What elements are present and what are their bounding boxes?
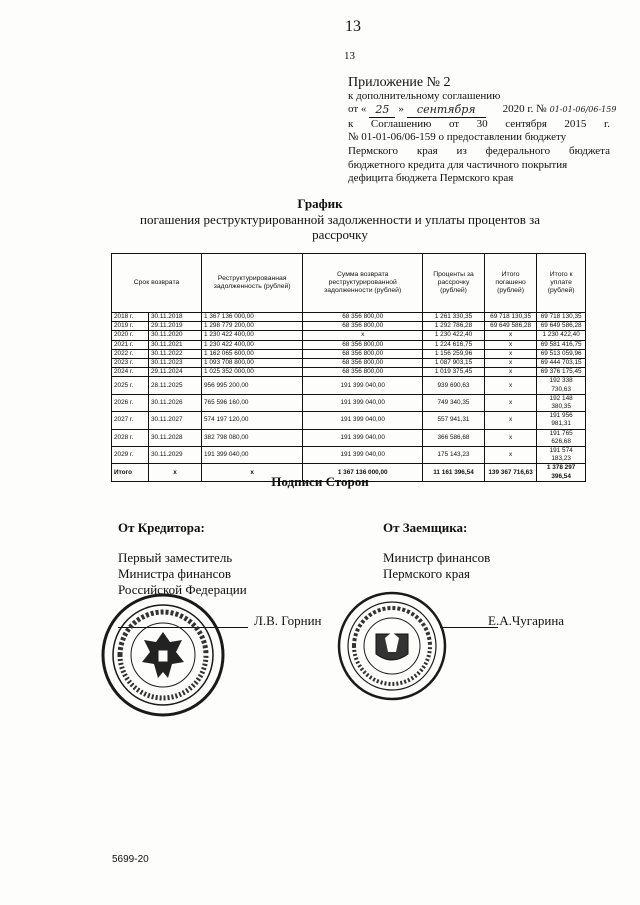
table-cell: 1 230 422 400,00: [202, 340, 303, 349]
borrower-position-line: Пермского края: [383, 566, 470, 581]
table-cell: 2019 г.: [112, 322, 149, 331]
repayment-schedule-table: [111, 253, 586, 482]
table-cell: 69 649 586,28: [537, 322, 586, 331]
table-row: [112, 359, 586, 368]
appendix-header: [348, 75, 617, 186]
table-cell: 1 162 065 600,00: [202, 349, 303, 358]
table-cell: 69 649 586,28: [484, 322, 536, 331]
table-cell: 1 261 330,35: [423, 313, 485, 322]
creditor-name: Л.В. Горнин: [254, 613, 322, 628]
table-cell: 765 596 160,00: [202, 394, 303, 411]
table-cell: 175 143,23: [423, 447, 485, 464]
creditor-position: [118, 550, 247, 598]
table-cell: 30.11.2029: [149, 447, 202, 464]
table-row: [112, 368, 586, 377]
table-cell: 191 765 626,68: [537, 429, 586, 446]
signatures-title: Подписи Сторон: [271, 474, 369, 489]
table-cell: x: [484, 349, 536, 358]
table-total-cell: 139 367 716,63: [484, 464, 536, 481]
table-cell: x: [303, 331, 423, 340]
table-cell: 191 399 040,00: [303, 377, 423, 394]
header-term: Срок возврата: [112, 254, 202, 313]
table-cell: 2024 г.: [112, 368, 149, 377]
header-interest: Проценты за рассрочку (рублей): [423, 254, 485, 313]
table-cell: 557 941,31: [423, 412, 485, 429]
table-cell: 366 586,68: [423, 429, 485, 446]
table-cell: 68 356 800,00: [303, 368, 423, 377]
table-total-cell: 1 367 136 000,00: [303, 464, 423, 481]
table-cell: x: [484, 429, 536, 446]
header-total-payment: Итого к уплате (рублей): [537, 254, 586, 313]
table-cell: x: [484, 394, 536, 411]
table-row: [112, 412, 586, 429]
table-cell: 30.11.2022: [149, 349, 202, 358]
borrower-position-line: Министр финансов: [383, 550, 491, 565]
table-cell: x: [484, 412, 536, 429]
table-cell: 69 444 703,15: [537, 359, 586, 368]
table-cell: 2023 г.: [112, 359, 149, 368]
table-cell: 1 230 422 400,00: [202, 331, 303, 340]
table-cell: 69 718 130,35: [484, 313, 536, 322]
table-cell: 30.11.2018: [149, 313, 202, 322]
date-year: 2020 г. №: [502, 103, 547, 116]
table-cell: 1 093 708 800,00: [202, 359, 303, 368]
handwritten-number: 01-01-06/06-159: [549, 105, 617, 115]
table-header-row: [112, 254, 586, 313]
appendix-line: № 01-01-06/06-159 о предоставлении бюджету: [348, 131, 567, 144]
header-repayment: Сумма возврата реструктурированной задолженности (рублей): [303, 254, 423, 313]
table-cell: 30.11.2023: [149, 359, 202, 368]
table-cell: 2026 г.: [112, 394, 149, 411]
table-cell: 574 197 120,00: [202, 412, 303, 429]
table-cell: 1 298 779 200,00: [202, 322, 303, 331]
table-cell: 2021 г.: [112, 340, 149, 349]
table-cell: 2018 г.: [112, 313, 149, 322]
table-cell: 939 690,63: [423, 377, 485, 394]
table-cell: 191 399 040,00: [303, 429, 423, 446]
table-cell: 1 156 259,96: [423, 349, 485, 358]
appendix-line: Пермского края из федерального бюджета: [348, 144, 610, 157]
table-row: [112, 340, 586, 349]
table-row: [112, 394, 586, 411]
schedule-subtitle: погашения реструктурированной задолженности и уплаты процентов за рассрочку: [140, 212, 540, 242]
creditor-label: От Кредитора:: [118, 520, 205, 535]
appendix-line: бюджетного кредита для частичного покрытия: [348, 158, 568, 171]
appendix-title: Приложение № 2: [348, 75, 451, 90]
table-total-cell: 11 161 396,54: [423, 464, 485, 481]
table-row: [112, 349, 586, 358]
table-row: [112, 313, 586, 322]
table-total-cell: Итого: [112, 464, 149, 481]
borrower-name: Е.А.Чугарина: [488, 613, 565, 628]
table-total-cell: x: [149, 464, 202, 481]
table-cell: 191 399 040,00: [303, 394, 423, 411]
table-cell: 191 399 040,00: [202, 447, 303, 464]
creditor-position-line: Первый заместитель: [118, 550, 233, 565]
page-number-secondary: 13: [344, 50, 355, 62]
table-cell: 1 025 352 000,00: [202, 368, 303, 377]
table-cell: 2028 г.: [112, 429, 149, 446]
date-mid: »: [398, 103, 404, 116]
table-cell: 2029 г.: [112, 447, 149, 464]
appendix-line: дефицита бюджета Пермского края: [348, 172, 514, 185]
borrower-position: [383, 550, 490, 582]
table-cell: 1 087 903,15: [423, 359, 485, 368]
header-restructured: Реструктурированная задолженность (рублей): [202, 254, 303, 313]
table-cell: 382 798 080,00: [202, 429, 303, 446]
footer-code: 5699-20: [112, 854, 149, 865]
table-cell: x: [484, 377, 536, 394]
handwritten-month: сентября: [407, 103, 486, 118]
table-row: [112, 331, 586, 340]
borrower-label: От Заемщика:: [383, 520, 468, 535]
creditor-position-line: Министра финансов: [118, 566, 232, 581]
table-cell: 2025 г.: [112, 377, 149, 394]
appendix-line: к дополнительному соглашению: [348, 89, 501, 102]
table-cell: 68 356 800,00: [303, 359, 423, 368]
borrower-stamp-icon: [336, 590, 448, 702]
creditor-stamp-icon: [100, 592, 226, 718]
table-cell: 1 230 422,40: [537, 331, 586, 340]
table-cell: 192 148 380,35: [537, 394, 586, 411]
table-total-cell: 1 378 297 396,54: [537, 464, 586, 481]
table-cell: 1 292 786,28: [423, 322, 485, 331]
table-cell: 29.11.2019: [149, 322, 202, 331]
schedule-title: График: [297, 196, 343, 211]
table-cell: 749 340,35: [423, 394, 485, 411]
table-cell: 1 230 422,40: [423, 331, 485, 340]
table-cell: x: [484, 447, 536, 464]
creditor-position-line: Российской Федерации: [118, 582, 247, 597]
table-cell: 68 356 800,00: [303, 322, 423, 331]
table-cell: 69 513 059,96: [537, 349, 586, 358]
table-cell: x: [484, 359, 536, 368]
table-cell: 30.11.2020: [149, 331, 202, 340]
table-cell: x: [484, 368, 536, 377]
table-cell: 30.11.2027: [149, 412, 202, 429]
header-total-repaid: Итого погашено (рублей): [484, 254, 536, 313]
table-body: [112, 313, 586, 482]
table-cell: 191 956 981,31: [537, 412, 586, 429]
table-cell: 30.11.2021: [149, 340, 202, 349]
appendix-line: к Соглашению от 30 сентября 2015 г.: [348, 117, 610, 130]
table-cell: 69 581 416,75: [537, 340, 586, 349]
table-cell: 68 356 800,00: [303, 313, 423, 322]
table-cell: 1 019 375,45: [423, 368, 485, 377]
table-row: [112, 322, 586, 331]
date-prefix: от «: [348, 103, 367, 116]
table-cell: 956 995 200,00: [202, 377, 303, 394]
table-cell: 1 367 136 000,00: [202, 313, 303, 322]
appendix-date-line: [348, 103, 617, 118]
table-cell: 2022 г.: [112, 349, 149, 358]
table-cell: 192 338 730,63: [537, 377, 586, 394]
table-cell: x: [484, 331, 536, 340]
table-cell: 191 399 040,00: [303, 447, 423, 464]
table-cell: 2027 г.: [112, 412, 149, 429]
table-cell: 191 399 040,00: [303, 412, 423, 429]
table-cell: 29.11.2024: [149, 368, 202, 377]
table-row: [112, 447, 586, 464]
table-cell: 30.11.2028: [149, 429, 202, 446]
table-row: [112, 429, 586, 446]
table-cell: 68 356 800,00: [303, 340, 423, 349]
table-cell: 2020 г.: [112, 331, 149, 340]
table-cell: 28.11.2025: [149, 377, 202, 394]
table-cell: x: [484, 340, 536, 349]
table-total-cell: x: [202, 464, 303, 481]
table-cell: 69 376 175,45: [537, 368, 586, 377]
table-cell: 69 718 130,35: [537, 313, 586, 322]
table-cell: 1 224 616,75: [423, 340, 485, 349]
table-row: [112, 377, 586, 394]
table-cell: 68 356 800,00: [303, 349, 423, 358]
page-number: 13: [345, 18, 361, 35]
table-cell: 30.11.2026: [149, 394, 202, 411]
handwritten-day: 25: [369, 103, 395, 118]
table-cell: 191 574 183,23: [537, 447, 586, 464]
